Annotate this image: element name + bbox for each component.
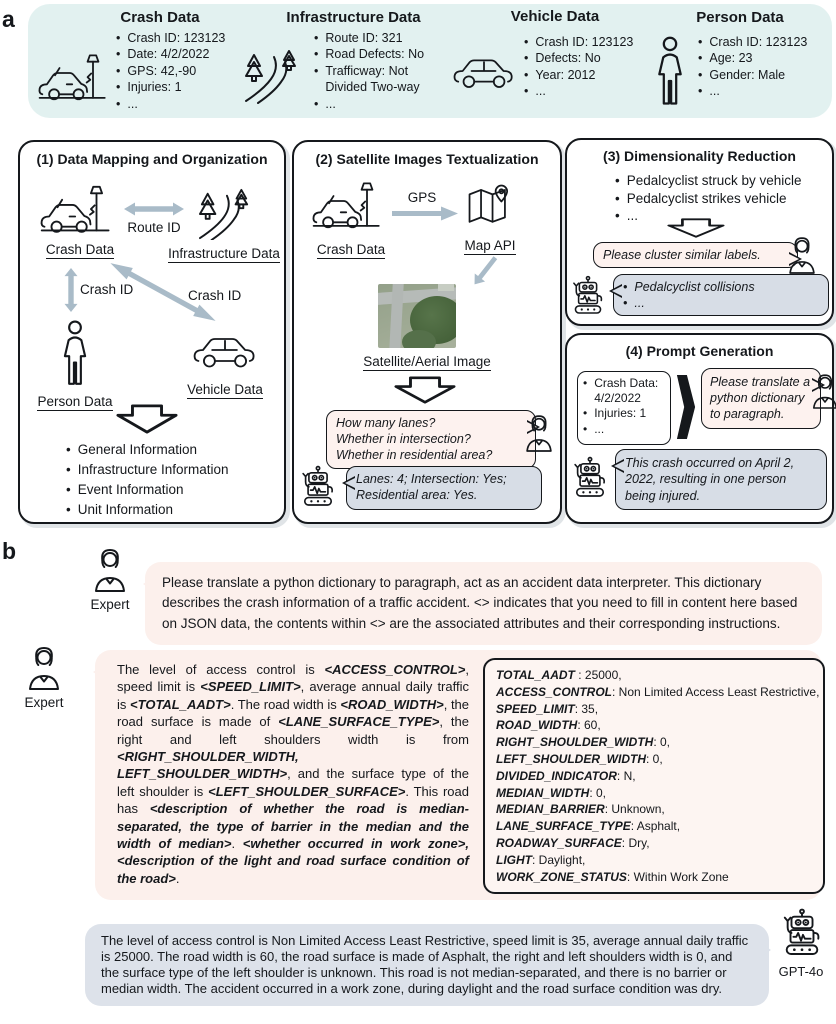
panel-4-prompt-generation — [565, 333, 834, 524]
attribute-line: ROAD_WIDTH: 60, — [496, 718, 601, 733]
node-crash-data: Crash Data — [45, 242, 115, 257]
panel-2-satellite-textualization — [292, 140, 562, 524]
list-item: • Trafficway: Not Divided Two-way — [314, 63, 442, 96]
attribute-line: RIGHT_SHOULDER_WIDTH: 0, — [496, 735, 671, 750]
list-item: • GPS: 42,-90 — [116, 63, 251, 79]
expert-prompt-1: Please translate a python dictionary to paragraph, act as an accident data interpreter. This dictionary describes the crash information of a traffic accident. <> indicates that you need to fill in content here based on JSON data, the contents within <> are the associated attributes and their corresponding instructions. — [145, 562, 822, 645]
list-item: • ... — [698, 83, 828, 99]
trees-road-icon — [194, 188, 256, 240]
attribute-line: SPEED_LIMIT: 35, — [496, 701, 599, 716]
right-arrow — [676, 375, 696, 439]
panel-1-outputs — [66, 440, 278, 520]
list-item: • ... — [615, 207, 827, 225]
list-item: • General Information — [66, 440, 278, 460]
bubble-line: How many lanes? — [336, 416, 436, 430]
list-item: • Injuries: 1 — [116, 79, 251, 95]
list-item: • Crash Data: 4/2/2022 — [583, 376, 665, 406]
panel-4-title: (4) Prompt Generation — [625, 343, 774, 359]
attribute-dictionary-box — [483, 658, 825, 894]
down-arrow — [667, 218, 725, 238]
panel-2-title: (2) Satellite Images Textualization — [315, 151, 539, 167]
list-item: • Gender: Male — [698, 67, 828, 83]
satellite-image — [378, 284, 456, 348]
attribute-line: ROADWAY_SURFACE: Dry, — [496, 835, 650, 850]
attribute-line: LIGHT: Daylight, — [496, 852, 586, 867]
panel-1-title: (1) Data Mapping and Organization — [36, 151, 268, 167]
person-data-title: Person Data — [696, 9, 784, 26]
expert-prompt-2 — [95, 650, 822, 900]
attribute-line: WORK_ZONE_STATUS: Within Work Zone — [496, 869, 729, 884]
list-item: • ... — [524, 83, 659, 99]
car-icon — [192, 330, 258, 370]
double-arrow-crash-id-person — [64, 268, 78, 312]
crash-data-title: Crash Data — [120, 9, 200, 26]
expert-cluster-bubble: Please cluster similar labels. — [593, 242, 798, 268]
edge-crash-id-vehicle: Crash ID — [188, 288, 242, 303]
panel-3-labels-list — [615, 172, 827, 225]
person-data-list — [698, 34, 828, 100]
attribute-line: LEFT_SHOULDER_WIDTH: 0, — [496, 751, 663, 766]
person-icon — [58, 318, 92, 390]
expert-role-label: Expert — [90, 597, 130, 612]
list-item: • Crash ID: 123123 — [698, 34, 828, 50]
satellite-image-label: Satellite/Aerial Image — [363, 354, 491, 369]
node-person-data: Person Data — [37, 394, 113, 409]
node-crash-data: Crash Data — [316, 242, 386, 257]
list-item: • Event Information — [66, 480, 278, 500]
list-item: • Date: 4/2/2022 — [116, 46, 251, 62]
list-item: • Pedalcyclist collisions — [623, 279, 819, 295]
vehicle-data-title: Vehicle Data — [510, 8, 600, 25]
attribute-line: ACCESS_CONTROL: Non Limited Access Least Restrictive, — [496, 684, 820, 699]
crash-car-icon — [38, 182, 116, 238]
list-item: • Year: 2012 — [524, 67, 659, 83]
panel-3-title: (3) Dimensionality Reduction — [603, 148, 796, 164]
expert-icon — [522, 414, 556, 454]
infrastructure-data-list — [314, 30, 442, 112]
car-icon — [452, 50, 516, 92]
expert-translate-bubble: Please translate a python dictionary to paragraph. — [701, 368, 821, 429]
edge-gps: GPS — [407, 190, 437, 205]
robot-icon — [780, 906, 824, 958]
edge-route-id: Route ID — [127, 220, 181, 235]
gpt-role-label: GPT-4o — [778, 964, 824, 979]
expert-role-label: Expert — [24, 695, 64, 710]
list-item: • Road Defects: No — [314, 46, 442, 62]
section-a-label: a — [2, 6, 15, 32]
expert-question-bubble — [326, 410, 536, 469]
list-item: • Injuries: 1 — [583, 406, 665, 421]
bubble-line: Lanes: 4; Intersection: Yes; — [356, 472, 507, 486]
bubble-line: Residential area: Yes. — [356, 487, 478, 502]
bubble-line: Whether in residential area? — [336, 447, 493, 462]
list-item: • Crash ID: 123123 — [116, 30, 251, 46]
bubble-line: Whether in intersection? — [336, 431, 471, 446]
down-arrow — [394, 376, 456, 404]
expert-icon — [90, 548, 130, 594]
crash-car-icon — [36, 52, 112, 104]
data-sources-panel — [28, 4, 832, 118]
attribute-line: MEDIAN_BARRIER: Unknown, — [496, 802, 665, 817]
gpt-response-box: The level of access control is Non Limited Access Least Restrictive, speed limit is 35, average annual daily traffic is 25000. The road width is 60, the road surface is made of Asphalt, the right and left shoulders width is 0, and the surface type of the left shoulder is unknown. This road is not median-separated, and there is no barrier or median width. The accident occurred in a work zone, during daylight and the road surface condition was dry. — [85, 924, 769, 1006]
list-item: • ... — [314, 96, 442, 112]
crash-car-icon — [310, 178, 386, 234]
person-icon — [652, 36, 688, 108]
panel-3-dimensionality-reduction — [565, 138, 834, 326]
list-item: • ... — [623, 295, 819, 311]
down-arrow — [116, 404, 178, 434]
list-item: • Defects: No — [524, 50, 659, 66]
expert-icon — [809, 373, 836, 411]
crash-data-list — [116, 30, 251, 112]
trees-road-icon — [240, 48, 304, 104]
map-to-image-arrow — [469, 253, 501, 288]
node-vehicle-data: Vehicle Data — [187, 382, 263, 397]
list-item: • Unit Information — [66, 500, 278, 520]
edge-crash-id-person: Crash ID — [80, 282, 134, 297]
attribute-line: LANE_SURFACE_TYPE: Asphalt, — [496, 819, 681, 834]
list-item: • ... — [583, 422, 665, 437]
gps-arrow — [392, 206, 458, 221]
attribute-line: TOTAL_AADT : 25000, — [496, 668, 622, 682]
infrastructure-data-title: Infrastructure Data — [286, 9, 421, 26]
list-item: • Crash ID: 123123 — [524, 34, 659, 50]
attribute-line: MEDIAN_WIDTH: 0, — [496, 785, 607, 800]
node-infrastructure-data: Infrastructure Data — [168, 246, 280, 261]
crash-input-box — [577, 371, 671, 445]
attribute-line: DIVIDED_INDICATOR: N, — [496, 768, 636, 783]
list-item: • Pedalcyclist struck by vehicle — [615, 172, 827, 190]
robot-paragraph-bubble: This crash occurred on April 2, 2022, resulting in one person being injured. — [615, 449, 827, 510]
list-item: • Infrastructure Information — [66, 460, 278, 480]
node-map-api: Map API — [464, 238, 516, 253]
robot-icon — [570, 274, 606, 316]
vehicle-data-list — [524, 34, 659, 100]
robot-cluster-bubble — [613, 274, 829, 316]
section-b-label: b — [2, 538, 17, 564]
expert-icon — [785, 236, 819, 276]
double-arrow-route-id — [124, 202, 184, 216]
list-item: • Pedalcyclist strikes vehicle — [615, 190, 827, 208]
expert-icon — [24, 646, 64, 692]
robot-answer-bubble — [346, 466, 542, 510]
panel-1-data-mapping — [18, 140, 286, 524]
list-item: • Route ID: 321 — [314, 30, 442, 46]
list-item: • Age: 23 — [698, 50, 828, 66]
map-pin-icon — [466, 182, 512, 228]
list-item: • ... — [116, 96, 251, 112]
prompt-template-text: The level of access control is <ACCESS_CONTROL>, speed limit is <SPEED_LIMIT>, average annual daily traffic is <TOTAL_AADT>. The road width is <ROAD_WIDTH>, the road surface is made of <LANE_SURFACE_TYPE>, the right and left shoulders width is from <RIGHT_SHOULDER_WIDTH, LEFT_SHOULDER_WIDTH>, and the surface type of the left shoulder is <LEFT_SHOULDER_SURFACE>. This road has <description of whether the road is median-separated, the type of barrier in the median and the width of median>. <whether occurred in work zone>, <description of the light and road surface condition of the road>. — [117, 662, 470, 886]
robot-icon — [299, 464, 337, 508]
